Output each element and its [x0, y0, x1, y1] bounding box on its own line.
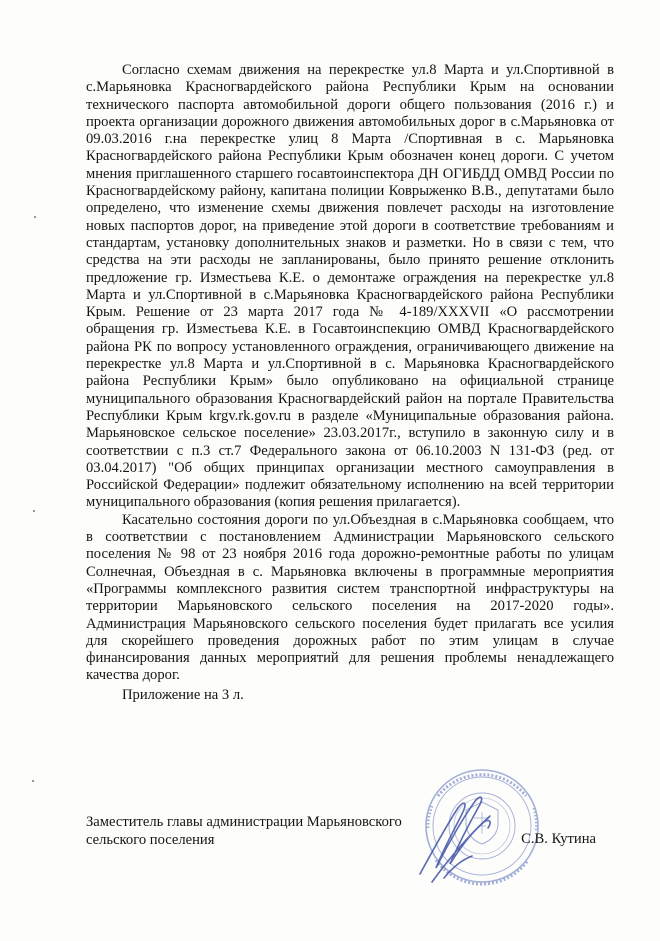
- scan-speck: [33, 510, 35, 512]
- paragraph-road-fence-decision: Согласно схемам движения на перекрестке ул.8 Марта и ул.Спортивной в с.Марьяновка Красногвардейского района Республики Крым на основании технического паспорта автомобильной дороги общего пользования (2016 г.) и проекта организации дорожного движения автомобильных дорог в с.Марьяновка от 09.03.2016 г.на перекрестке улиц 8 Марта /Спортивная в с. Марьяновка Красногвардейского района Республики Крым обозначен конец дороги. С учетом мнения приглашенного старшего госавтоинспектора ДН ОГИБДД ОМВД России по Красногвардейскому району, капитана полиции Коврыженко В.В., депутатами было определено, что изменение схемы движения повлечет расходы на изготовление новых паспортов дорог, на приведение этой дороги в соответствие требованиям и стандартам, установку дополнительных знаков и разметки. Но в связи с тем, что средства на эти расходы не запланированы, было принято решение отклонить предложение гр. Изместьева К.Е. о демонтаже ограждения на перекрестке ул.8 Марта и ул.Спортивной в с.Марьяновка Красногвардейского района Республики Крым. Решение от 23 марта 2017 года № 4-189/XXXVII «О рассмотрении обращения гр. Изместьева К.Е. в Госавтоинспекцию ОМВД Красногвардейского района РК по вопросу установленного ограждения, ограничивающего движение на перекрестке ул.8 Марта и ул.Спортивной в с. Марьяновка Красногвардейского района Республики Крым» было опубликовано на официальной странице муниципального образования Красногвардейский район на портале Правительства Республики Крым krgv.rk.gov.ru в разделе «Муниципальные образования района. Марьяновское сельское поселение» 23.03.2017г., вступило в законную силу и в соответствии с п.3 ст.7 Федерального закона от 06.10.2003 N 131-ФЗ (ред. от 03.04.2017) "Об общих принципах организации местного самоуправления в Российской Федерации» подлежит обязательному исполнению на всей территории муниципального образования (копия решения прилагается).: [86, 62, 614, 511]
- scan-speck: [34, 216, 36, 218]
- signer-name: С.В. Кутина: [521, 831, 596, 847]
- signer-title-line2: сельского поселения: [86, 831, 215, 848]
- letter-body: [86, 62, 614, 704]
- appendix-note: Приложение на 3 л.: [122, 686, 244, 703]
- signature-block: [86, 814, 614, 849]
- signer-title-line1: Заместитель главы администрации Марьяновского: [86, 814, 402, 830]
- scan-speck: [32, 780, 34, 782]
- paragraph-road-repair: Касательно состояния дороги по ул.Объездная в с.Марьяновка сообщаем, что в соответствии с постановлением Администрации Марьяновского сельского поселения № 98 от 23 ноября 2016 года дорожно-ремонтные работы по улицам Солнечная, Объездная в с. Марьяновка включены в программные мероприятия «Программы комплексного развития систем транспортной инфраструктуры на территории Марьяновского сельского поселения на 2017-2020 годы». Администрация Марьяновского сельского поселения будет прилагать все усилия для скорейшего проведения дорожных работ по этим улицам в случае финансирования данных мероприятий для решения проблемы ненадлежащего качества дорог.: [86, 511, 614, 684]
